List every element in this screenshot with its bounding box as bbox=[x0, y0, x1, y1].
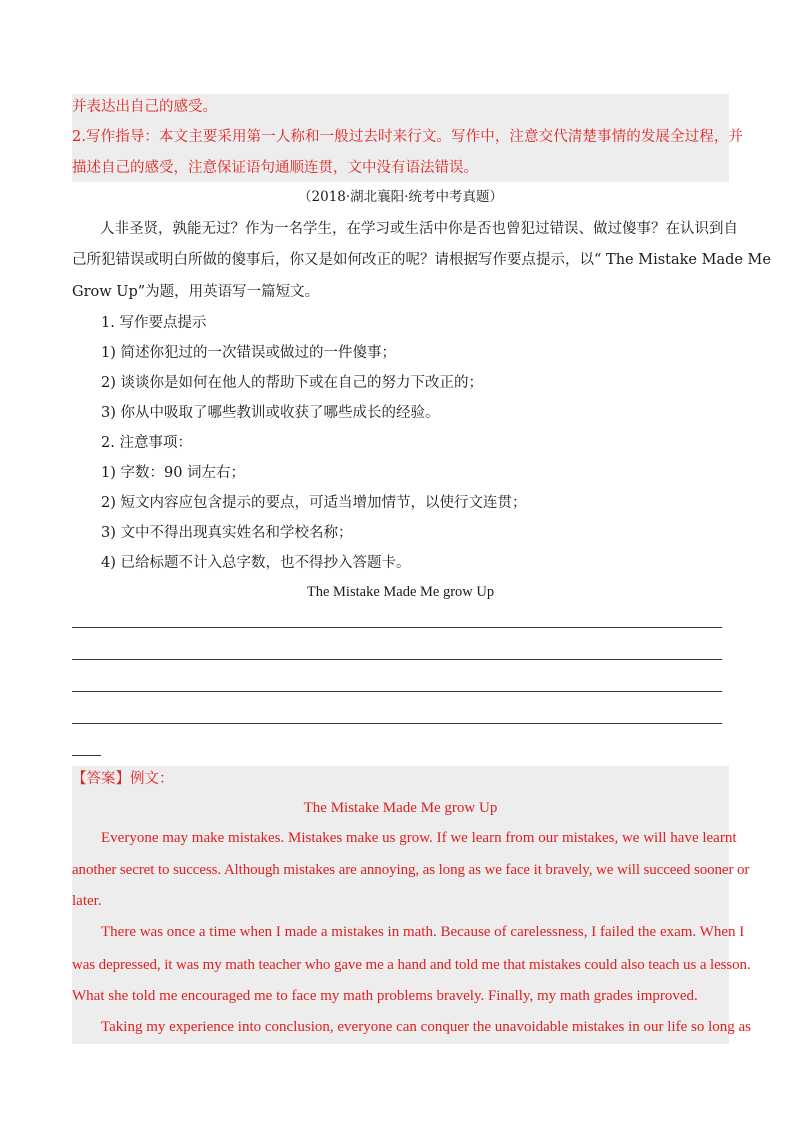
point-item: 1) 简述你犯过的一次错误或做过的一件傻事； bbox=[101, 345, 396, 361]
point-item: 3) 你从中吸取了哪些教训或收获了哪些成长的经验。 bbox=[101, 405, 440, 421]
answer-line: Everyone may make mistakes. Mistakes make us grow. If we learn from our mistakes, we will have learnt bbox=[101, 830, 737, 846]
answer-label: 【答案】例文： bbox=[72, 771, 174, 787]
writing-line bbox=[72, 659, 722, 660]
essay-title: The Mistake Made Me grow Up bbox=[306, 584, 495, 600]
writing-line-end bbox=[72, 755, 101, 756]
question-intro-line-1: 人非圣贤，孰能无过？作为一名学生，在学习或生活中你是否也曾犯过错误、做过傻事？在认识到自 bbox=[100, 221, 738, 237]
note-item: 3) 文中不得出现真实姓名和学校名称； bbox=[101, 525, 353, 541]
point-item: 2) 谈谈你是如何在他人的帮助下或在自己的努力下改正的； bbox=[101, 375, 483, 391]
question-source: （2018·湖北襄阳·统考中考真题） bbox=[298, 189, 503, 205]
question-intro-line-2: 己所犯错误或明白所做的傻事后，你又是如何改正的呢？请根据写作要点提示，以“ The Mistake Made Me bbox=[72, 252, 771, 268]
points-heading: 1. 写作要点提示 bbox=[101, 315, 207, 331]
answer-line: later. bbox=[72, 893, 102, 909]
guidance-line-3: 描述自己的感受，注意保证语句通顺连贯，文中没有语法错误。 bbox=[72, 160, 478, 176]
answer-title: The Mistake Made Me grow Up bbox=[303, 800, 498, 816]
note-item: 4) 已给标题不计入总字数，也不得抄入答题卡。 bbox=[101, 555, 411, 571]
answer-line: What she told me encouraged me to face my math problems bravely. Finally, my math grades improved. bbox=[72, 988, 698, 1004]
answer-line: another secret to success. Although mistakes are annoying, as long as we face it bravely, we will succeed sooner or bbox=[72, 862, 750, 878]
writing-line bbox=[72, 691, 722, 692]
answer-line: was depressed, it was my math teacher who gave me a hand and told me that mistakes could also teach us a lesson. bbox=[72, 957, 751, 973]
answer-line: There was once a time when I made a mistakes in math. Because of carelessness, I failed the exam. When I bbox=[101, 924, 745, 940]
notes-heading: 2. 注意事项： bbox=[101, 435, 192, 451]
writing-line bbox=[72, 723, 722, 724]
guidance-line-1: 并表达出自己的感受。 bbox=[72, 99, 217, 115]
question-intro-line-3: Grow Up”为题，用英语写一篇短文。 bbox=[72, 284, 320, 300]
writing-line bbox=[72, 627, 722, 628]
answer-line: Taking my experience into conclusion, everyone can conquer the unavoidable mistakes in our life so long as bbox=[101, 1019, 752, 1035]
note-item: 1) 字数：90 词左右； bbox=[101, 465, 246, 481]
guidance-line-2: 2.写作指导：本文主要采用第一人称和一般过去时来行文。写作中，注意交代清楚事情的发展全过程，并 bbox=[72, 129, 744, 145]
note-item: 2) 短文内容应包含提示的要点，可适当增加情节，以使行文连贯； bbox=[101, 495, 527, 511]
